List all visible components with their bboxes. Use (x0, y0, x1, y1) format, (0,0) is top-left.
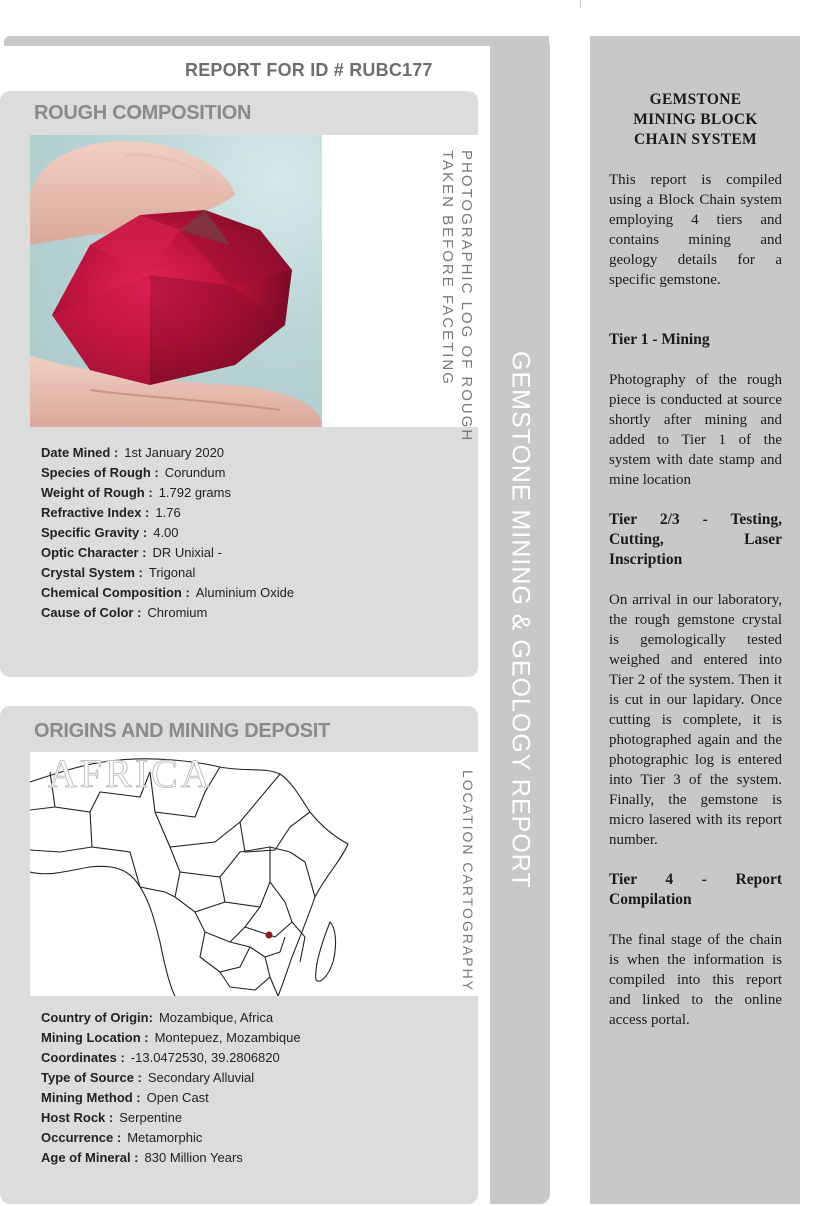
rough-composition-title: ROUGH COMPOSITION (34, 102, 252, 124)
fact-species: Species of Rough : Corundum (41, 465, 226, 480)
tier23-text: On arrival in our laboratory, the rough gemstone crystal is gemologically tested weighed and entered into Tier 2 of the system. Then it is cut in our lapidary. Once cutting is complete, it is photographed again and the photographic log is entered into Tier 3 of the system. Finally, the gemstone is micro lasered with its report number. (609, 592, 782, 848)
fact-source-type: Type of Source : Secondary Alluvial (41, 1070, 255, 1085)
fact-chemical-composition: Chemical Composition : Aluminium Oxide (41, 585, 295, 600)
fact-specific-gravity: Specific Gravity : 4.00 (41, 525, 179, 540)
africa-map-outline (30, 752, 378, 996)
side-banner (490, 36, 550, 1204)
photo-caption-line-1: PHOTOGRAPHIC LOG OF ROUGH (458, 150, 475, 443)
fact-refractive-index: Refractive Index : 1.76 (41, 505, 181, 520)
report-id: REPORT FOR ID # RUBC177 (185, 60, 433, 80)
fact-occurrence: Occurrence : Metamorphic (41, 1130, 203, 1145)
fact-host-rock: Host Rock : Serpentine (41, 1110, 183, 1125)
fact-mining-method: Mining Method : Open Cast (41, 1090, 209, 1105)
tier1-title: Tier 1 - Mining (609, 331, 710, 348)
fact-weight: Weight of Rough : 1.792 grams (41, 485, 231, 500)
map-label: AFRICA (48, 752, 213, 796)
fact-age: Age of Mineral : 830 Million Years (41, 1150, 243, 1165)
mine-location-marker (266, 932, 273, 939)
fact-country: Country of Origin: Mozambique, Africa (41, 1010, 274, 1025)
fact-date-mined: Date Mined : 1st January 2020 (41, 445, 225, 460)
fact-optic-character: Optic Character : DR Unixial - (41, 545, 222, 560)
tier23-title: Tier 2/3 - Testing, Cutting, Laser Inscription (609, 511, 782, 568)
map-caption: LOCATION CARTOGRAPHY (460, 770, 476, 993)
tier1-text: Photography of the rough piece is conducted at source shortly after mining and added to Tier 1 of the system with date stamp and mine location (609, 372, 782, 488)
tier4-text: The final stage of the chain is when the information is compiled into this report and linked to the online access portal. (609, 932, 782, 1028)
fact-crystal-system: Crystal System : Trigonal (41, 565, 196, 580)
blockchain-sidebar-text (609, 90, 782, 1030)
tier4-title: Tier 4 - Report Compilation (609, 871, 782, 908)
sidebar-heading: GEMSTONE MINING BLOCK CHAIN SYSTEM (633, 91, 758, 148)
rough-facts-list (41, 443, 461, 623)
side-banner-text: GEMSTONE MINING & GEOLOGY REPORT (506, 351, 535, 889)
fact-cause-of-color: Cause of Color : Chromium (41, 605, 208, 620)
fact-mining-location: Mining Location : Montepuez, Mozambique (41, 1030, 301, 1045)
photo-caption-line-2: TAKEN BEFORE FACETING (439, 150, 456, 386)
africa-map (30, 752, 378, 996)
top-border (4, 36, 549, 46)
fact-coordinates: Coordinates : -13.0472530, 39.2806820 (41, 1050, 280, 1065)
sidebar-intro: This report is compiled using a Block Chain system employing 4 tiers and contains mining and geology details for a specific gemstone. (609, 172, 782, 288)
ruby-crystal-image (30, 135, 322, 427)
origins-facts-list (41, 1008, 461, 1168)
origins-title: ORIGINS AND MINING DEPOSIT (34, 720, 330, 742)
top-tick (580, 0, 581, 8)
rough-gemstone-photo (30, 135, 322, 427)
